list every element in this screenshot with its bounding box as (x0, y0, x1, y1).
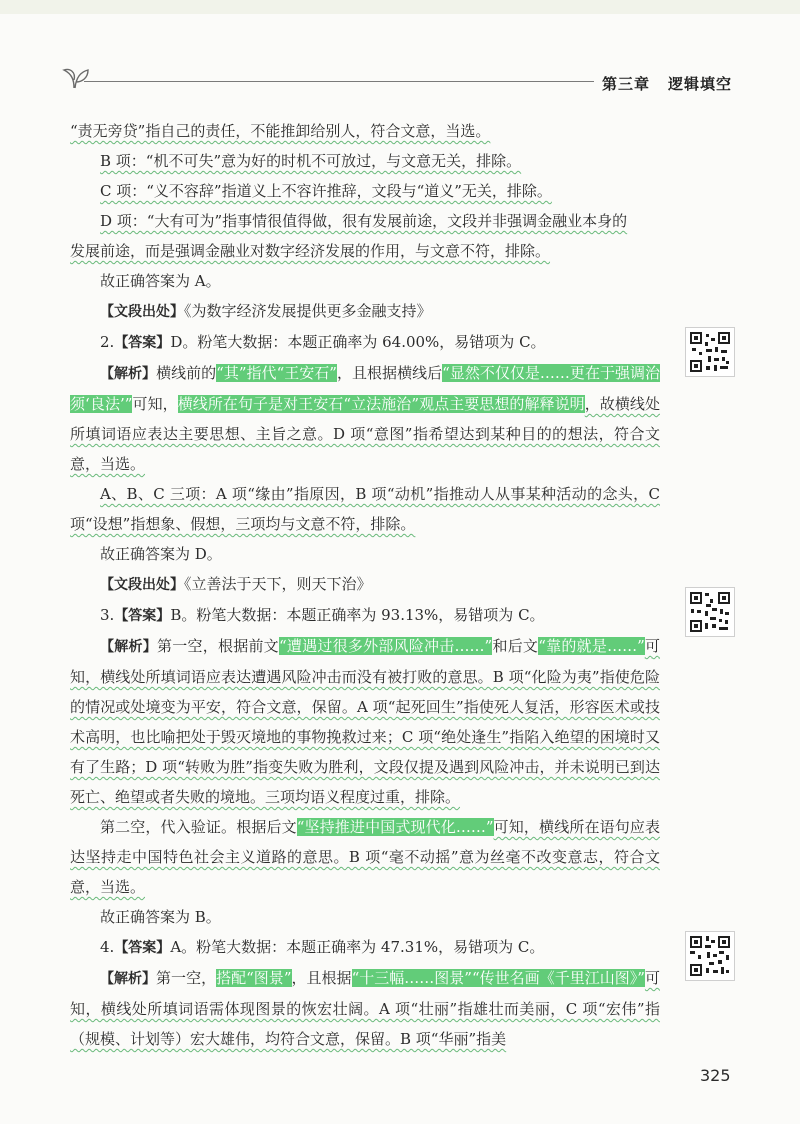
highlight: “显然不仅仅是……更在于强调治须‘良法’” (70, 364, 661, 413)
source-tag: 【文段出处】 (100, 304, 184, 320)
source-title: 《立善法于天下，则天下治》 (184, 575, 372, 593)
analysis-paragraph: A、B、C 三项：A 项“缘由”指原因，B 项“动机”指推动人从事某种活动的念头，C 项“设想”指想象、假想，三项均与文意不符，排除。 (70, 485, 660, 533)
qr-code-icon[interactable] (686, 932, 734, 980)
answer-tag: 【答案】 (114, 335, 171, 351)
analysis-tag: 【解析】 (100, 366, 157, 382)
source-title: 《为数字经济发展提供更多金融支持》 (184, 302, 432, 320)
analysis-tag: 【解析】 (100, 639, 157, 655)
question-answer: 3.【答案】B。粉笔大数据：本题正确率为 93.13%，易错项为 C。 (100, 606, 545, 624)
analysis-paragraph: 【解析】第一空，根据前文“遭遇过很多外部风险冲击……”和后文“靠的就是……”可知，横线处所填词语应表达遭遇风险冲击而没有被打败的意思。B 项“化险为夷”指使危险的情况或处境变为平安，符合文意，保留。A 项“起死回生”指使死人复活，形容医术或技术高明，也比喻把处于毁灭境地的事物挽救过来；C 项“绝处逢生”指陷入绝望的困境时又有了生路；D 项“转败为胜”指变失败为胜利，文段仅提及遇到风险冲击，并未说明已到达死亡、绝望或者失败的境地。三项均语义程度过重，排除。 (70, 637, 660, 806)
analysis-paragraph: 【解析】横线前的“其”指代“王安石”，且根据横线后“显然不仅仅是……更在于强调治须‘良法’”可知，横线所在句子是对王安石“立法施治”观点主要思想的解释说明，故横线处所填词语应表达主要思想、主旨之意。D 项“意图”指希望达到某种目的的想法，符合文意，当选。 (70, 364, 661, 473)
text-line: D 项：“大有可为”指事情很值得做，很有发展前途，文段并非强调金融业本身的 (100, 212, 628, 230)
highlight: “靠的就是……” (538, 637, 645, 655)
highlight: 搭配“图景” (216, 969, 292, 987)
text-line: “责无旁贷”指自己的责任，不能推卸给别人，符合文意，当选。 (70, 122, 491, 140)
page-header (0, 64, 800, 104)
analysis-paragraph: 【解析】第一空，搭配“图景”，且根据“十三幅……图景”“传世名画《千里江山图》”可知，横线处所填词语需体现图景的恢宏壮阔。A 项“壮丽”指雄壮而美丽，C 项“宏伟”指（规模、计划等）宏大雄伟，均符合文意，保留。B 项“华丽”指美 (70, 969, 660, 1048)
qr-code-icon[interactable] (686, 588, 734, 636)
qr-code-icon[interactable] (686, 328, 734, 376)
chapter-title (602, 73, 732, 94)
highlight: 横线所在句子是对王安石“立法施治”观点主要思想的解释说明 (177, 395, 585, 413)
question-number: 4. (100, 938, 115, 956)
source-tag: 【文段出处】 (100, 577, 184, 593)
highlight: “其”指代“王安石” (216, 364, 337, 382)
question-number: 3. (100, 606, 115, 624)
top-band (0, 0, 800, 14)
source-line (70, 569, 660, 600)
answer-line: 故正确答案为 B。 (100, 908, 221, 926)
answer-tag: 【答案】 (114, 608, 171, 624)
question-number: 2. (100, 333, 115, 351)
section-title: 逻辑填空 (668, 75, 733, 93)
answer-line: 故正确答案为 D。 (100, 545, 222, 563)
highlight: “坚持推进中国式现代化……” (296, 818, 494, 836)
text-line: C 项：“义不容辞”指道义上不容许推辞，文段与“道义”无关，排除。 (100, 182, 552, 200)
question-answer: 2.【答案】D。粉笔大数据：本题正确率为 64.00%，易错项为 C。 (100, 333, 546, 351)
page-body (70, 116, 660, 1054)
highlight: “十三幅……图景”“传世名画《千里江山图》” (351, 969, 645, 987)
text-line: 发展前途，而是强调金融业对数字经济发展的作用，与文意不符，排除。 (70, 242, 551, 260)
text-line: B 项：“机不可失”意为好的时机不可放过，与文意无关，排除。 (100, 152, 522, 170)
answer-line: 故正确答案为 A。 (100, 272, 221, 290)
chapter-number: 第三章 (602, 75, 651, 93)
header-rule (84, 81, 594, 82)
answer-tag: 【答案】 (114, 940, 171, 956)
question-answer: 4.【答案】A。粉笔大数据：本题正确率为 47.31%，易错项为 C。 (100, 938, 545, 956)
source-line (70, 296, 660, 327)
analysis-paragraph: 第二空，代入验证。根据后文“坚持推进中国式现代化……”可知，横线所在语句应表达坚持走中国特色社会主义道路的意思。B 项“毫不动摇”意为丝毫不改变意志，符合文意，当选。 (70, 818, 660, 896)
highlight: “遭遇过很多外部风险冲击……” (278, 637, 493, 655)
sprout-icon (58, 64, 92, 90)
analysis-tag: 【解析】 (100, 971, 157, 987)
page-number: 325 (700, 1066, 731, 1085)
